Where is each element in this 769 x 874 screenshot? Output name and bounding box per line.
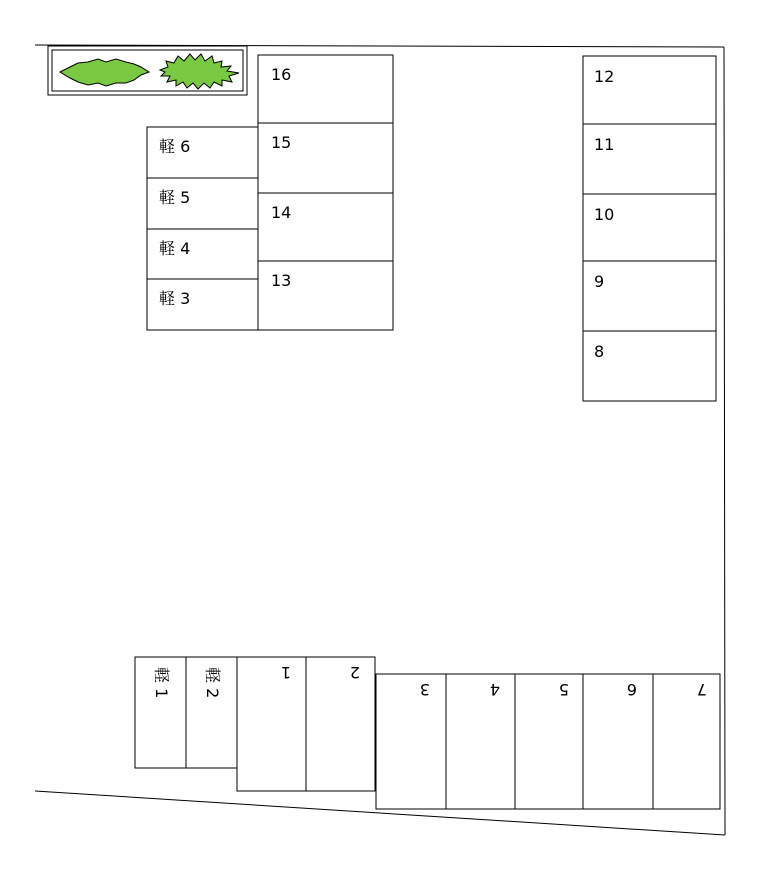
spot-3 — [376, 674, 446, 809]
boundary-right — [724, 47, 725, 835]
spot-9-label: 9 — [594, 272, 605, 291]
spot-7 — [653, 674, 720, 809]
spot-5 — [515, 674, 583, 809]
spot-8-label: 8 — [594, 342, 605, 361]
spot-6 — [583, 674, 653, 809]
spot-15-label: 15 — [271, 133, 292, 152]
spot-5-label: 5 — [558, 680, 569, 699]
spot-13-label: 13 — [271, 271, 292, 290]
spot-1-label: 1 — [280, 663, 291, 682]
spot-11-label: 11 — [594, 135, 615, 154]
kei-4-label: 軽 4 — [159, 239, 191, 258]
kei-6-label: 軽 6 — [159, 137, 191, 156]
spot-16-label: 16 — [271, 65, 292, 84]
spot-4 — [446, 674, 515, 809]
spot-12-label: 12 — [594, 67, 615, 86]
spot-6-label: 6 — [626, 680, 637, 699]
spot-2 — [306, 657, 375, 791]
kei-3-label: 軽 3 — [159, 289, 191, 308]
spot-14-label: 14 — [271, 203, 292, 222]
spot-1 — [237, 657, 306, 791]
kei-2-label: 軽 2 — [203, 667, 222, 699]
kei-5-label: 軽 5 — [159, 188, 191, 207]
planter — [48, 46, 247, 95]
kei-1-label: 軽 1 — [152, 667, 171, 699]
spot-7-label: 7 — [696, 680, 707, 699]
spot-4-label: 4 — [489, 680, 500, 699]
spot-2-label: 2 — [349, 663, 360, 682]
spot-3-label: 3 — [419, 680, 430, 699]
spot-10-label: 10 — [594, 205, 615, 224]
